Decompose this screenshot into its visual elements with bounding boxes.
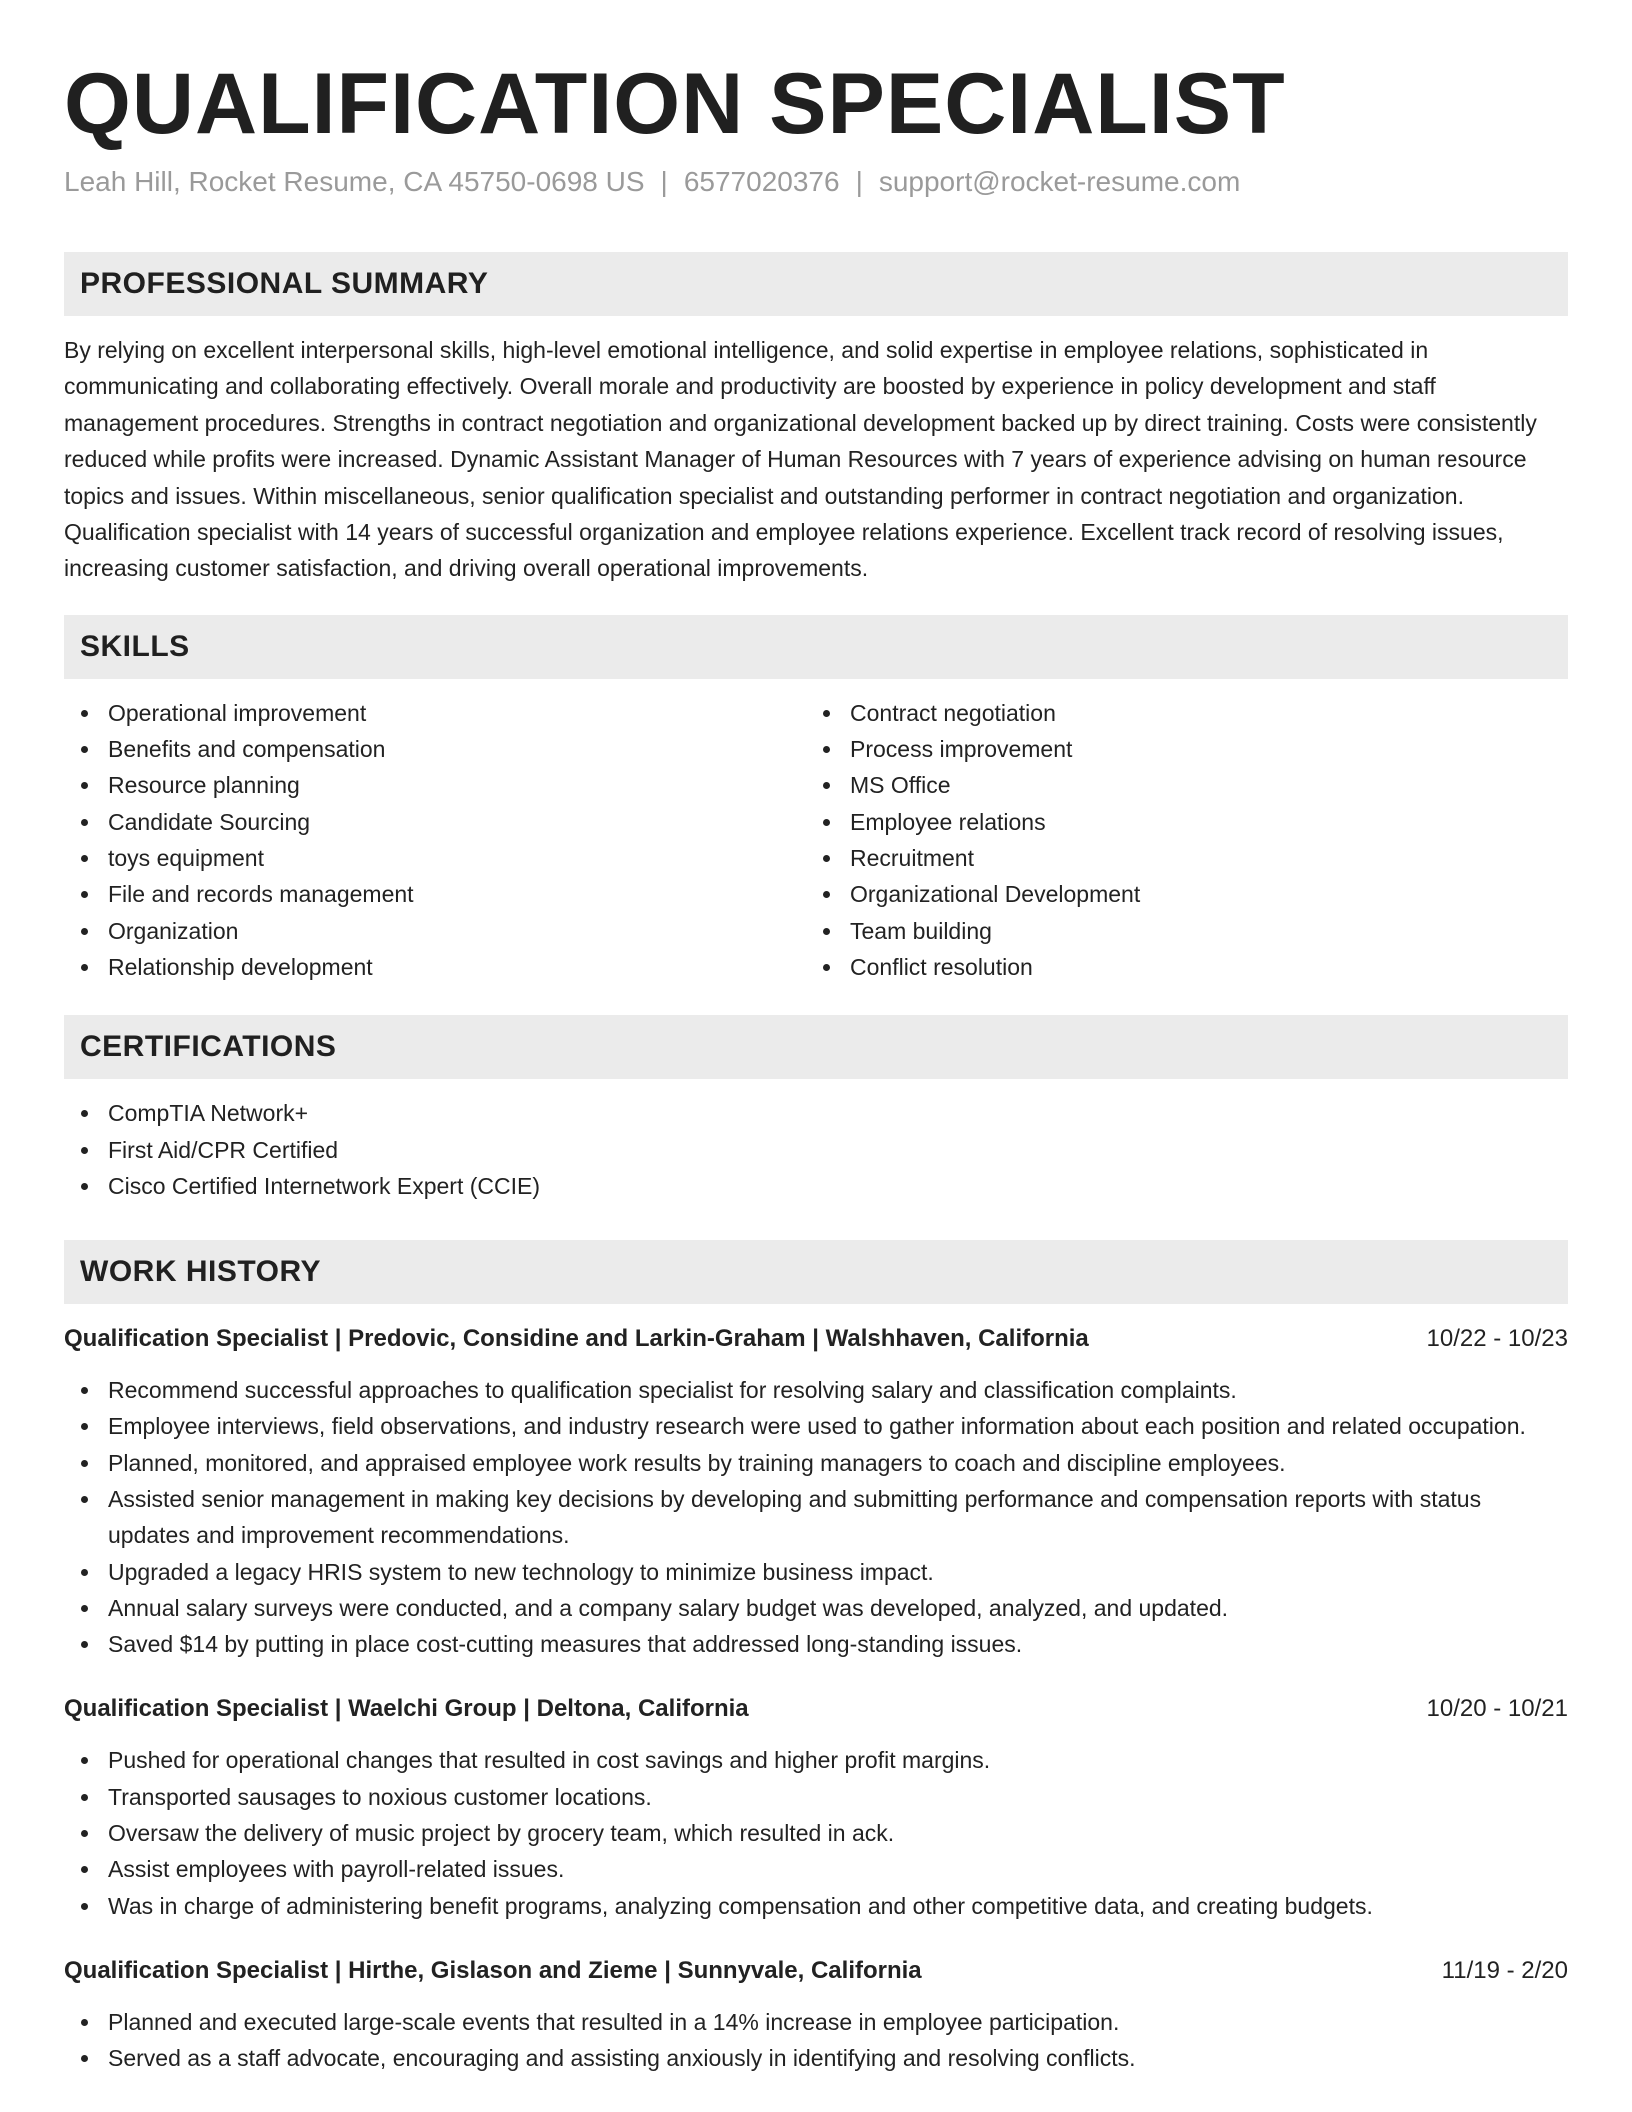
summary-heading: PROFESSIONAL SUMMARY: [64, 252, 1568, 316]
skills-list-left: [64, 695, 806, 985]
job-entry: [64, 1322, 1568, 1662]
job-bullet: Pushed for operational changes that resulted in cost savings and higher profit margins.: [64, 1742, 1568, 1778]
job-title: Qualification Specialist | Hirthe, Gislason and Zieme | Sunnyvale, California: [64, 1956, 922, 1984]
contact-email: support@rocket-resume.com: [878, 166, 1241, 197]
skill-item: Team building: [806, 913, 1548, 949]
job-bullet: Served as a staff advocate, encouraging and assisting anxiously in identifying and resolving conflicts.: [64, 2040, 1568, 2076]
contact-line: [64, 164, 1568, 200]
job-bullets: [64, 1372, 1568, 1662]
job-title: Qualification Specialist | Predovic, Considine and Larkin-Graham | Walshhaven, California: [64, 1325, 1089, 1353]
contact-phone: 6577020376: [683, 166, 840, 197]
contact-separator: |: [660, 166, 668, 197]
skill-item: toys equipment: [64, 840, 806, 876]
certification-item: CompTIA Network+: [64, 1095, 1568, 1131]
skill-item: File and records management: [64, 876, 806, 912]
job-bullet: Annual salary surveys were conducted, and a company salary budget was developed, analyzed, and updated.: [64, 1590, 1568, 1626]
work-history-heading: WORK HISTORY: [64, 1240, 1568, 1304]
summary-text: By relying on excellent interpersonal skills, high-level emotional intelligence, and solid expertise in employee relations, sophisticated in communicating and collaborating effectively. Overall morale and productivity are boosted by experience in policy development and staff management procedures. Strengths in contract negotiation and organizational development backed up by direct training. Costs were consistently reduced while profits were increased. Dynamic Assistant Manager of Human Resources with 7 years of experience advising on human resource topics and issues. Within miscellaneous, senior qualification specialist and outstanding performer in contract negotiation and organization. Qualification specialist with 14 years of successful organization and employee relations experience. Excellent track record of resolving issues, increasing customer satisfaction, and driving overall operational improvements.: [64, 337, 1537, 582]
job-bullet: Assist employees with payroll-related issues.: [64, 1851, 1568, 1887]
job-bullet: Oversaw the delivery of music project by grocery team, which resulted in ack.: [64, 1815, 1568, 1851]
job-bullet: Recommend successful approaches to qualification specialist for resolving salary and classification complaints.: [64, 1372, 1568, 1408]
skill-item: MS Office: [806, 767, 1548, 803]
job-bullet: Planned and executed large-scale events that resulted in a 14% increase in employee participation.: [64, 2004, 1568, 2040]
skill-item: Employee relations: [806, 804, 1548, 840]
job-header: [64, 1692, 1568, 1726]
job-bullet: Assisted senior management in making key decisions by developing and submitting performance and compensation reports with status updates and improvement recommendations.: [64, 1481, 1568, 1554]
contact-separator: |: [855, 166, 863, 197]
job-dates: 10/20 - 10/21: [1426, 1695, 1568, 1723]
skill-item: Candidate Sourcing: [64, 804, 806, 840]
job-bullets: [64, 1742, 1568, 1923]
skill-item: Organizational Development: [806, 876, 1548, 912]
certifications-section: [64, 1015, 1568, 1204]
job-bullet: Was in charge of administering benefit programs, analyzing compensation and other competitive data, and creating budgets.: [64, 1888, 1568, 1924]
job-dates: 11/19 - 2/20: [1441, 1956, 1568, 1984]
certification-item: First Aid/CPR Certified: [64, 1132, 1568, 1168]
certifications-heading: CERTIFICATIONS: [64, 1015, 1568, 1079]
job-title: Qualification Specialist | Waelchi Group | Deltona, California: [64, 1695, 749, 1723]
job-bullet: Transported sausages to noxious customer locations.: [64, 1779, 1568, 1815]
resume-name-title: QUALIFICATION SPECIALIST: [64, 56, 1286, 152]
skills-list-right: [806, 695, 1548, 985]
work-history-section: [64, 1240, 1568, 2076]
skill-item: Recruitment: [806, 840, 1548, 876]
contact-address: Leah Hill, Rocket Resume, CA 45750-0698 US: [64, 166, 645, 197]
job-entry: [64, 1954, 1568, 2077]
certification-item: Cisco Certified Internetwork Expert (CCIE): [64, 1168, 1568, 1204]
skill-item: Process improvement: [806, 731, 1548, 767]
skills-grid: [64, 695, 1568, 985]
skill-item: Organization: [64, 913, 806, 949]
job-bullet: Saved $14 by putting in place cost-cutting measures that addressed long-standing issues.: [64, 1626, 1568, 1662]
skill-item: Resource planning: [64, 767, 806, 803]
job-entry: [64, 1692, 1568, 1923]
summary-section: [64, 252, 1568, 587]
skill-item: Conflict resolution: [806, 949, 1548, 985]
skill-item: Operational improvement: [64, 695, 806, 731]
skill-item: Contract negotiation: [806, 695, 1548, 731]
skills-heading: SKILLS: [64, 615, 1568, 679]
skill-item: Relationship development: [64, 949, 806, 985]
skill-item: Benefits and compensation: [64, 731, 806, 767]
job-bullet: Upgraded a legacy HRIS system to new technology to minimize business impact.: [64, 1554, 1568, 1590]
skills-section: [64, 615, 1568, 985]
job-bullet: Employee interviews, field observations, and industry research were used to gather information about each position and related occupation.: [64, 1408, 1568, 1444]
certifications-list: [64, 1095, 1568, 1204]
job-bullets: [64, 2004, 1568, 2077]
job-bullet: Planned, monitored, and appraised employee work results by training managers to coach and discipline employees.: [64, 1445, 1568, 1481]
job-header: [64, 1322, 1568, 1356]
job-header: [64, 1954, 1568, 1988]
job-dates: 10/22 - 10/23: [1426, 1325, 1568, 1353]
